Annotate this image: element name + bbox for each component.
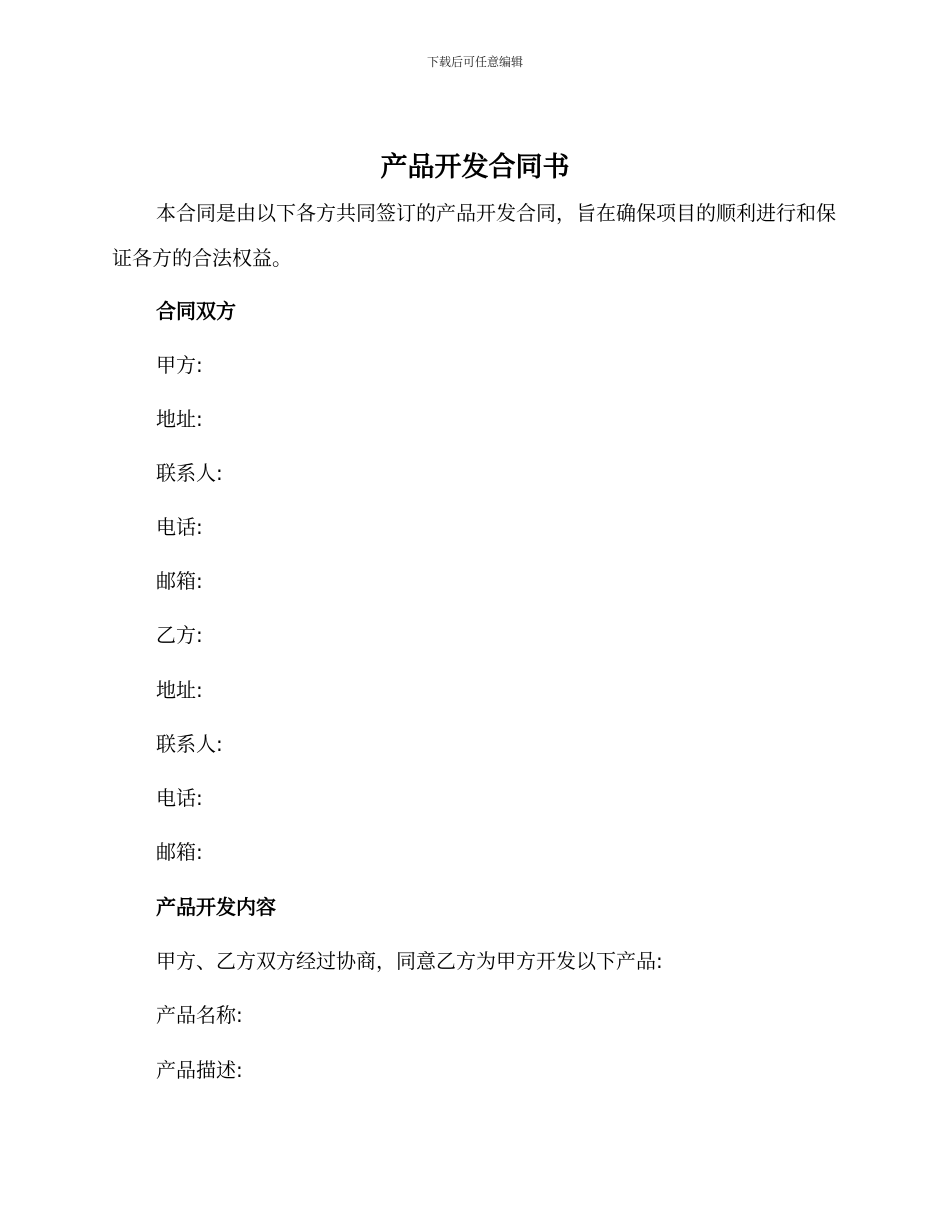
party-a-label: 甲方: [156, 353, 203, 377]
product-description-label: 产品描述: [156, 1058, 243, 1082]
party-b-email-label: 邮箱: [156, 840, 203, 864]
party-b-label: 乙方: [156, 623, 203, 647]
party-b-address-label: 地址: [156, 678, 203, 702]
party-a-phone-label: 电话: [156, 515, 203, 539]
section-heading-parties: 合同双方 [156, 299, 236, 323]
section-heading-product: 产品开发内容 [156, 895, 276, 919]
party-b-contact-label: 联系人: [156, 732, 223, 756]
party-a-email-label: 邮箱: [156, 569, 203, 593]
product-agreement-text: 甲方、乙方双方经过协商，同意乙方为甲方开发以下产品: [156, 949, 663, 973]
party-a-contact-label: 联系人: [156, 461, 223, 485]
party-b-phone-label: 电话: [156, 786, 203, 810]
party-a-address-label: 地址: [156, 407, 203, 431]
document-title: 产品开发合同书 [380, 152, 570, 183]
page-header: 下载后可任意编辑 [426, 55, 523, 69]
intro-paragraph: 本合同是由以下各方共同签订的产品开发合同，旨在确保项目的顺利进行和保证各方的合法权益。 [112, 201, 836, 270]
product-name-label: 产品名称: [156, 1003, 243, 1027]
